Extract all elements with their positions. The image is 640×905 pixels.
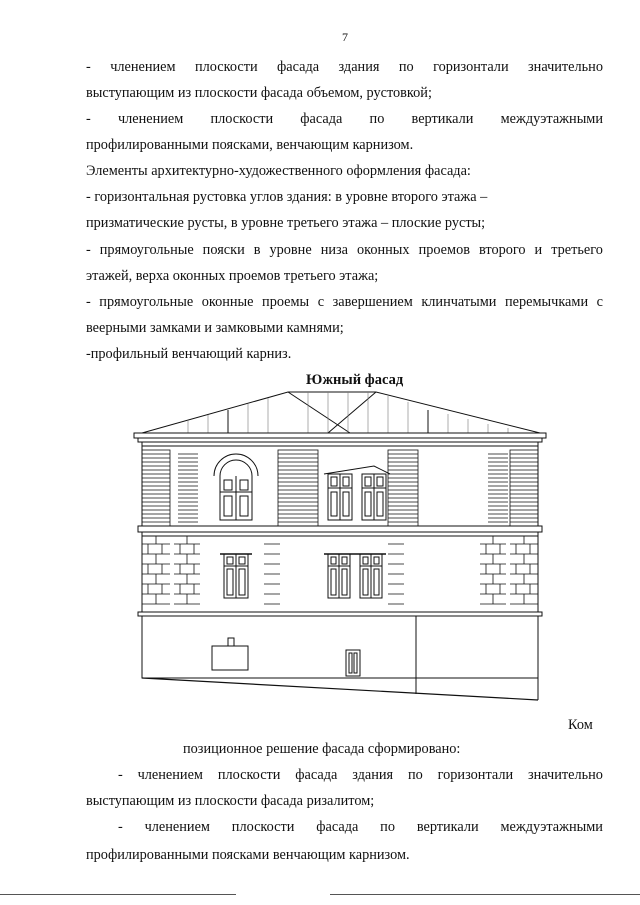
word: пояски xyxy=(202,242,245,258)
item1-line2: призматические русты, в уровне третьего этажа – плоские русты; xyxy=(86,215,486,231)
elements-title: Элементы архитектурно-художественного оформления фасада: xyxy=(86,163,471,179)
composition-prefix: Ком xyxy=(568,717,593,733)
word: здания xyxy=(338,59,380,75)
word: фасада xyxy=(295,767,338,783)
composition-line: позиционное решение фасада сформировано: xyxy=(183,741,461,757)
roof xyxy=(142,392,540,433)
item1-line1: - горизонтальная рустовка углов здания: в уровне второго этажа – xyxy=(86,189,488,205)
word: проемы xyxy=(262,294,310,310)
para1-line2: выступающим из плоскости фасада объемом, рустовкой; xyxy=(86,85,432,101)
para4-line2: профилированными поясками венчающим карнизом. xyxy=(86,847,410,863)
word: горизонтали xyxy=(433,59,509,75)
word: клинчатыми xyxy=(421,294,497,310)
word: - xyxy=(118,819,123,835)
third-floor-arched-window xyxy=(214,454,258,520)
word: оконных xyxy=(356,242,410,258)
word: членением xyxy=(144,819,210,835)
word: значительно xyxy=(528,59,603,75)
word: плоскости xyxy=(210,111,274,127)
word: проемов xyxy=(418,242,470,258)
word: членением xyxy=(110,59,176,75)
word: с xyxy=(317,294,325,310)
word: прямоугольные xyxy=(99,294,194,310)
word: по xyxy=(407,767,423,783)
word: в xyxy=(253,242,261,258)
word: вертикали xyxy=(411,111,474,127)
ground-floor xyxy=(142,616,538,700)
word: с xyxy=(596,294,603,310)
para2-line2: профилированными поясками, венчающим карнизом. xyxy=(86,137,414,153)
page-number: 7 xyxy=(342,30,348,44)
para3-line1 xyxy=(118,766,603,784)
word: по xyxy=(398,59,414,75)
second-floor-windows xyxy=(220,554,386,598)
word: уровне xyxy=(269,242,312,258)
word: по xyxy=(380,819,395,835)
word: прямоугольные xyxy=(99,242,194,258)
word: и xyxy=(534,242,543,258)
word: низа xyxy=(320,242,348,258)
word: фасада xyxy=(277,59,320,75)
footer-rule-left xyxy=(0,894,236,895)
word: здания xyxy=(352,767,394,783)
word: - xyxy=(86,294,91,310)
word: третьего xyxy=(551,242,603,258)
word: завершением xyxy=(332,294,413,310)
word: фасада xyxy=(300,111,343,127)
third-floor-windows-pair xyxy=(324,466,390,520)
item2-line2: этажей, верха оконных проемов третьего этажа; xyxy=(86,268,379,284)
word: по xyxy=(369,111,385,127)
word: - xyxy=(86,111,91,127)
item3-line1 xyxy=(86,293,603,311)
word: междуэтажными xyxy=(500,111,603,127)
figure-caption: Южный фасад xyxy=(306,372,404,388)
footer-rule-right xyxy=(330,894,640,895)
word: плоскости xyxy=(217,767,281,783)
word: значительно xyxy=(527,767,603,783)
belt-course xyxy=(138,526,542,536)
word: членением xyxy=(137,767,203,783)
word: - xyxy=(118,767,123,783)
word: - xyxy=(86,59,91,75)
para4-line1 xyxy=(118,818,603,836)
word: плоскости xyxy=(194,59,258,75)
word: оконные xyxy=(201,294,254,310)
word: горизонтали xyxy=(437,767,514,783)
word: перемычками xyxy=(504,294,589,310)
word: междуэтажными xyxy=(500,819,603,835)
word: - xyxy=(86,242,91,258)
para3-line2: выступающим из плоскости фасада ризалитом; xyxy=(86,793,375,809)
item2-line1 xyxy=(86,241,603,259)
word: членением xyxy=(117,111,184,127)
item4: -профильный венчающий карниз. xyxy=(86,346,292,362)
word: второго xyxy=(478,242,526,258)
word: фасада xyxy=(316,819,359,835)
para1-line1 xyxy=(86,58,603,76)
south-facade-drawing xyxy=(128,388,552,704)
word: вертикали xyxy=(416,819,479,835)
word: плоскости xyxy=(231,819,295,835)
para2-line1 xyxy=(86,110,603,128)
cornice xyxy=(134,433,546,446)
item3-line2: веерными замками и замковыми камнями; xyxy=(86,320,344,336)
